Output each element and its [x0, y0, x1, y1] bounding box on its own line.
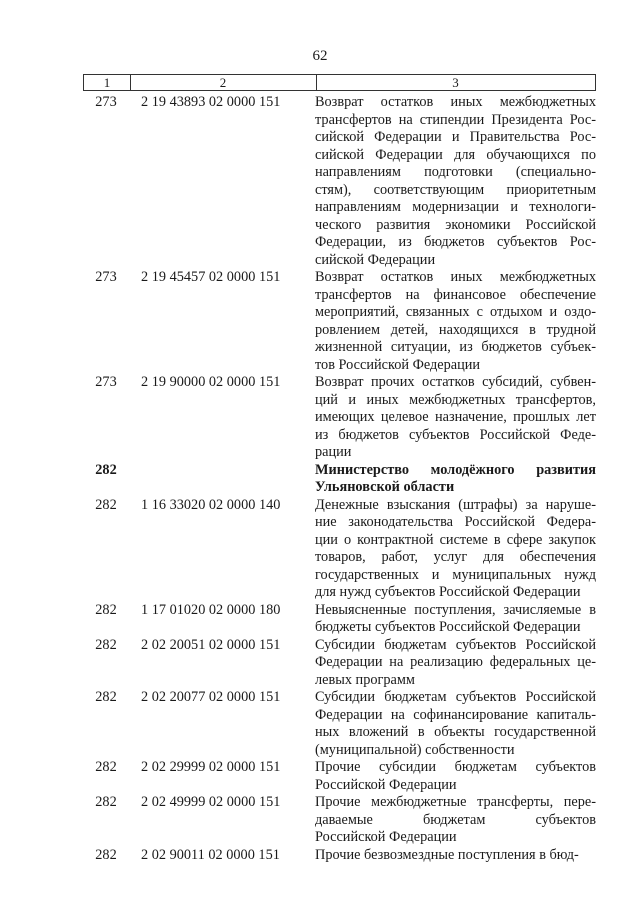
admin-code-cell: 282	[95, 496, 117, 513]
description-line: сийской Федерации и Правительства Рос-	[315, 129, 596, 145]
admin-code-cell: 282	[95, 794, 117, 810]
budget-code-cell: 2 02 49999 02 0000 151	[141, 794, 281, 810]
table-row	[83, 94, 596, 269]
description-cell	[315, 94, 596, 269]
description-cell	[315, 374, 596, 462]
description-line: Прочие межбюджетные трансферты, пере-	[315, 794, 596, 810]
budget-code-cell: 2 19 43893 02 0000 151	[141, 94, 281, 110]
description-line: товаров, работ, услуг для обеспечения	[315, 549, 596, 565]
description-cell	[315, 497, 596, 602]
description-line: жизненной ситуации, из бюджетов субъек-	[315, 339, 596, 355]
admin-code-cell: 282	[95, 636, 117, 653]
admin-code-cell: 282	[95, 689, 117, 705]
admin-code-cell: 273	[95, 269, 117, 285]
description-cell	[315, 847, 596, 865]
description-line: Федерации, из бюджетов субъектов Рос-	[315, 234, 596, 250]
description-line: Российской Федерации	[315, 776, 457, 793]
description-line: сийской Федерации для обучающихся по	[315, 146, 596, 163]
description-line: Министерство молодёжного развития	[315, 461, 596, 478]
description-cell	[315, 759, 596, 794]
budget-code-cell: 2 02 20077 02 0000 151	[141, 689, 281, 705]
table-row	[83, 759, 596, 794]
description-line: бюджеты субъектов Российской Федерации	[315, 619, 581, 635]
description-line: направлениям подготовки (специально-	[315, 164, 596, 180]
admin-code-cell: 282	[95, 601, 117, 618]
description-line: Прочие безвозмездные поступления в бюд-	[315, 846, 579, 863]
column-header-1: 1	[84, 75, 131, 90]
description-line: ние законодательства Российской Федера-	[315, 514, 596, 530]
budget-code-cell: 2 02 20051 02 0000 151	[141, 636, 281, 653]
description-line: имеющих целевое назначение, прошлых лет	[315, 409, 596, 425]
budget-code-cell: 1 17 01020 02 0000 180	[141, 601, 281, 618]
description-line: мероприятий, связанных с отдыхом и оздо-	[315, 304, 596, 320]
description-line: Федерации на софинансирование капиталь-	[315, 706, 596, 723]
description-line: ции о контрактной системе в сфере закупок	[315, 531, 596, 548]
description-cell	[315, 269, 596, 374]
description-cell	[315, 462, 596, 497]
description-line: трансфертов на финансовое обеспечение	[315, 286, 596, 303]
description-line: Невыясненные поступления, зачисляемые в	[315, 601, 596, 618]
column-header-2: 2	[130, 75, 317, 90]
admin-code-cell: 273	[95, 94, 117, 110]
table-row	[83, 637, 596, 690]
description-line: трансфертов на стипендии Президента Рос-	[315, 111, 596, 128]
table-row	[83, 497, 596, 602]
budget-code-cell: 2 02 29999 02 0000 151	[141, 759, 281, 775]
description-line: Прочие субсидии бюджетам субъектов	[315, 759, 596, 775]
budget-code-cell: 1 16 33020 02 0000 140	[141, 496, 281, 513]
admin-code-cell: 282	[95, 846, 117, 863]
description-line: ческого развития экономики Российской	[315, 216, 596, 233]
admin-code-cell: 282	[95, 759, 117, 775]
description-line: направлениям модернизации и технологи-	[315, 199, 596, 215]
description-line: (муниципальной) собственности	[315, 741, 515, 758]
table-row	[83, 689, 596, 759]
table-row	[83, 374, 596, 462]
description-line: сийской Федерации	[315, 251, 436, 268]
description-line: ровлением детей, находящихся в трудной	[315, 321, 596, 338]
description-line: Денежные взыскания (штрафы) за наруше-	[315, 496, 596, 513]
table-body	[83, 94, 596, 864]
description-line: ных вложений в объекты государственной	[315, 724, 596, 740]
description-line: тов Российской Федерации	[315, 356, 481, 373]
budget-code-cell: 2 02 90011 02 0000 151	[141, 846, 280, 863]
admin-code-cell: 273	[95, 374, 117, 390]
description-cell	[315, 602, 596, 637]
table-row	[83, 847, 596, 865]
table-header	[83, 74, 596, 91]
table-row	[83, 602, 596, 637]
description-line: государственных и муниципальных нужд	[315, 566, 596, 583]
description-line: Субсидии бюджетам субъектов Российской	[315, 636, 596, 653]
table-section-row	[83, 462, 596, 497]
description-line: из бюджетов субъектов Российской Феде-	[315, 426, 596, 443]
column-header-3: 3	[452, 75, 459, 90]
description-line: левых программ	[315, 671, 415, 688]
description-line: ций и иных межбюджетных трансфертов,	[315, 391, 596, 408]
description-line: даваемые бюджетам субъектов	[315, 811, 596, 828]
budget-code-cell: 2 19 90000 02 0000 151	[141, 374, 281, 390]
description-cell	[315, 637, 596, 690]
description-line: рации	[315, 444, 352, 460]
budget-code-cell: 2 19 45457 02 0000 151	[141, 269, 281, 285]
page-number: 62	[312, 48, 328, 64]
table-row	[83, 269, 596, 374]
description-line: Возврат остатков иных межбюджетных	[315, 269, 596, 285]
description-line: Федерации на реализацию федеральных це-	[315, 654, 596, 670]
description-line: для нужд субъектов Российской Федерации	[315, 584, 581, 600]
description-line: Ульяновской области	[315, 479, 455, 495]
description-line: стям), соответствующим приоритетным	[315, 181, 596, 198]
description-cell	[315, 689, 596, 759]
description-cell	[315, 794, 596, 847]
table-row	[83, 794, 596, 847]
admin-code-cell: 282	[95, 461, 117, 478]
description-line: Возврат остатков иных межбюджетных	[315, 94, 596, 110]
description-line: Возврат прочих остатков субсидий, субвен-	[315, 374, 596, 390]
description-line: Российской Федерации	[315, 829, 457, 845]
description-line: Субсидии бюджетам субъектов Российской	[315, 689, 596, 705]
